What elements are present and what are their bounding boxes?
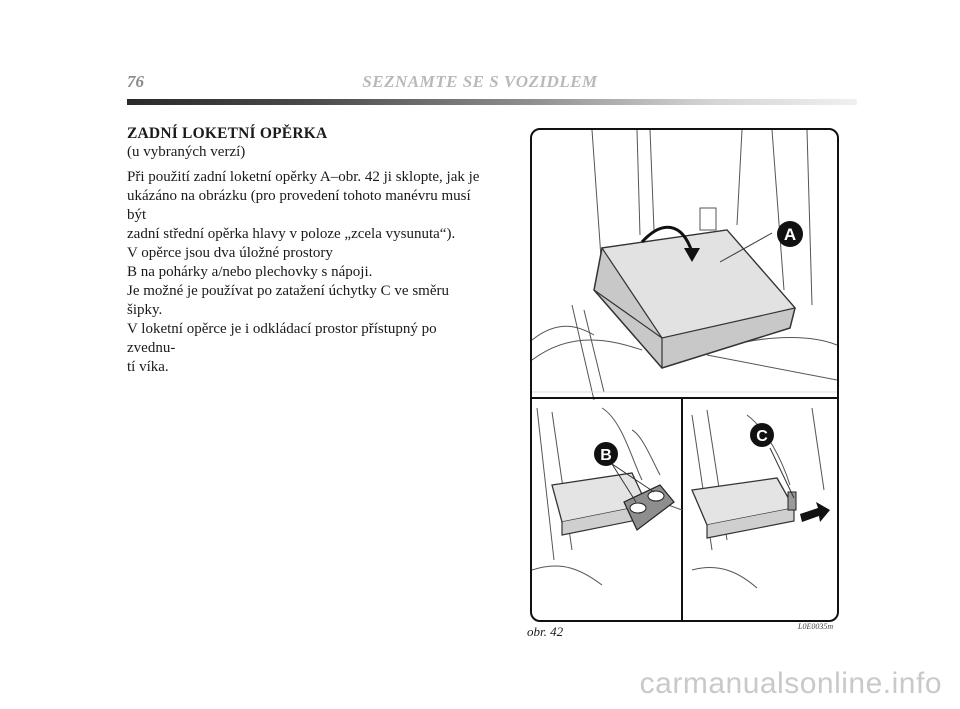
body-line: V loketní opěrce je i odkládací prostor přístupný po zvednu-: [127, 321, 437, 356]
label-b-badge: [594, 442, 618, 466]
section-heading: ZADNÍ LOKETNÍ OPĚRKA: [127, 125, 328, 142]
cup-holder-b-shape: [552, 464, 674, 535]
label-a-badge: [777, 221, 803, 247]
armrest-illustration: [530, 128, 839, 622]
body-line: tí víka.: [127, 359, 169, 375]
label-c-badge: [750, 423, 774, 447]
label-b-text: B: [600, 447, 612, 464]
body-line: Je možné je používat po zatažení úchytky C ve směru šipky.: [127, 283, 449, 318]
header-rule: [127, 99, 857, 105]
body-line: V opěrce jsou dva úložné prostory: [127, 245, 333, 261]
label-a-text: A: [783, 225, 797, 244]
page-header: [0, 0, 960, 110]
body-paragraph: [127, 168, 487, 377]
latch-c-shape: [692, 448, 830, 538]
section-title: SEZNAMTE SE S VOZIDLEM: [362, 72, 598, 91]
body-line: zadní střední opěrka hlavy v poloze „zcela vysunuta“).: [127, 226, 456, 242]
section-subheading: (u vybraných verzí): [127, 144, 246, 160]
watermark: carmanualsonline.info: [639, 667, 942, 700]
figure-code: L0E0035m: [798, 622, 834, 631]
label-c-text: C: [756, 428, 768, 445]
armrest-a-shape: [594, 227, 795, 368]
figure-caption: obr. 42: [527, 624, 564, 639]
body-line: ukázáno na obrázku (pro provedení tohoto manévru musí být: [127, 188, 471, 223]
body-line: B na pohárky a/nebo plechovky s nápoji.: [127, 264, 373, 280]
body-line: Při použití zadní loketní opěrky A–obr. 42 ji sklopte, jak je: [127, 169, 480, 185]
page-number: 76: [127, 72, 144, 91]
text-column: [127, 124, 487, 377]
